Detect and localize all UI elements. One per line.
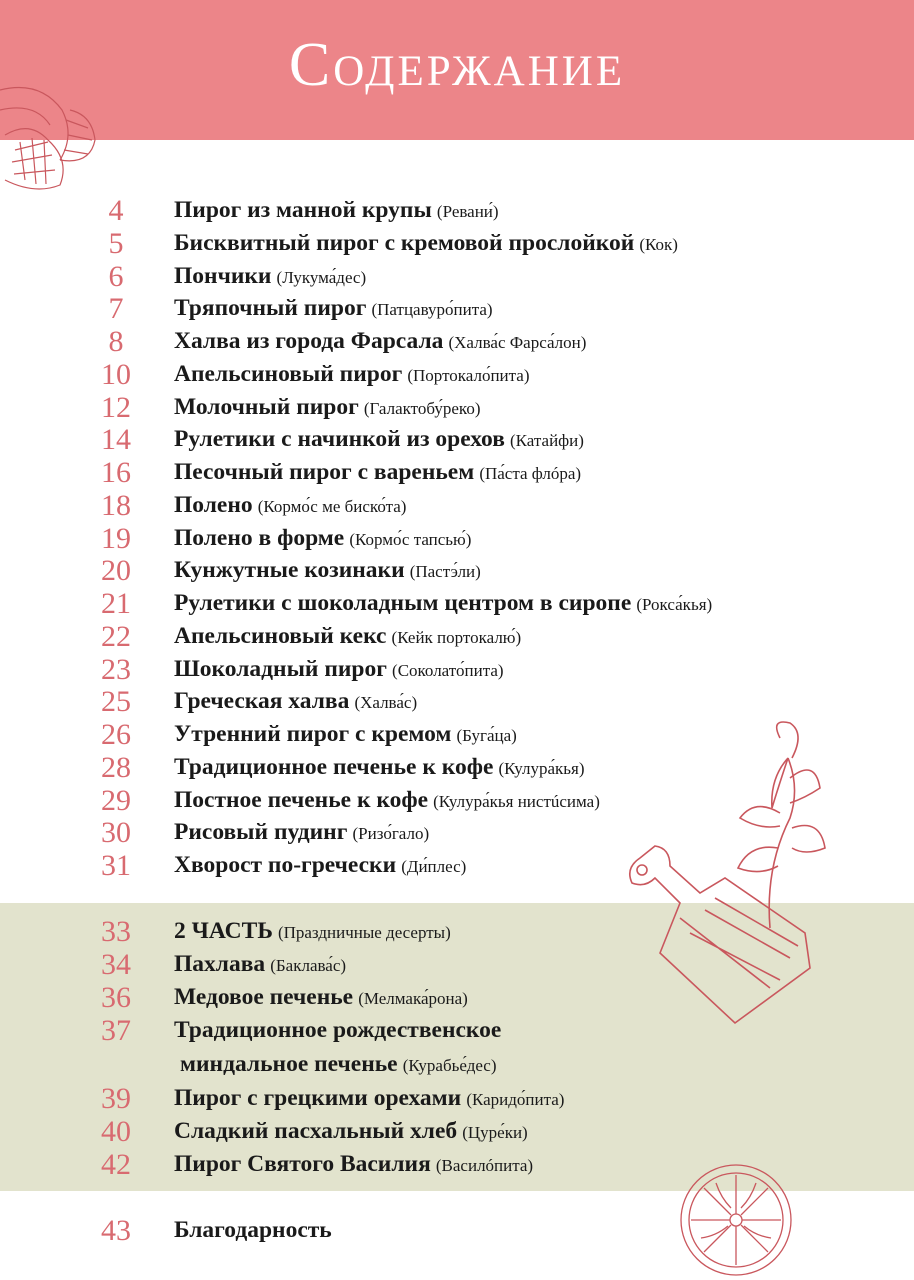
entry-text [174, 784, 600, 818]
entry-title: Медовое печенье [174, 984, 354, 1010]
entry-greek-name: (Кулура́кья) [498, 758, 585, 778]
page-number: 23 [101, 652, 131, 686]
entry-greek-name: (Кормо́с ме биско́та) [257, 496, 407, 516]
entry-greek-name: (Па́ста флóра) [479, 464, 582, 483]
entry-title: Утренний пирог с кремом [174, 721, 452, 747]
page-number: 16 [101, 456, 131, 489]
entry-text [174, 1115, 528, 1149]
page-number: 4 [108, 194, 124, 227]
part2-heading-text [174, 915, 451, 949]
entry-text [174, 1082, 564, 1116]
entry-text [174, 358, 530, 392]
entry-text [174, 194, 499, 228]
pineapple-slice-illustration [0, 80, 105, 195]
entry-text [174, 391, 481, 425]
toc-entry [0, 1082, 914, 1115]
entry-title: Рисовый пудинг [174, 819, 348, 846]
page-number: 43 [101, 1214, 131, 1247]
page-title: Содержание [288, 31, 626, 99]
part2-subtitle: (Праздничные десерты) [277, 923, 451, 942]
part2-title: 2 ЧАСТЬ [174, 918, 273, 944]
page-number: 18 [101, 488, 131, 522]
toc-entry [0, 1115, 914, 1148]
entry-title: Сладкий пасхальный хлеб [174, 1118, 458, 1144]
toc-entry [0, 456, 914, 489]
page-number: 37 [101, 1014, 131, 1047]
entry-greek-name: (Соколато́пита) [392, 660, 504, 680]
entry-text [174, 849, 466, 883]
entry-greek-name: (Цуре́ки) [462, 1123, 528, 1142]
page-number: 12 [101, 390, 131, 424]
toc-entry [0, 423, 914, 456]
entry-title: Пирог из манной крупы [174, 197, 432, 223]
entry-text [174, 1014, 501, 1048]
entry-title: Песочный пирог с вареньем [174, 459, 475, 485]
entry-text [174, 981, 468, 1015]
entry-text [174, 751, 585, 785]
entry-text [174, 423, 584, 457]
page-number: 5 [108, 226, 124, 260]
page-number: 6 [108, 259, 124, 293]
toc-entry [0, 948, 914, 981]
toc-entry [0, 653, 914, 686]
toc-entry [0, 489, 914, 522]
toc-entry [0, 849, 914, 882]
toc-entry [0, 522, 914, 555]
entry-title: Греческая халва [174, 688, 350, 715]
toc-entry-continuation [0, 1048, 914, 1081]
entry-title: Рулетики с шоколадным центром в сиропе [174, 590, 632, 616]
entry-text [174, 522, 471, 556]
toc-entry [0, 194, 914, 227]
toc-entry [0, 784, 914, 817]
entry-title: Апельсиновый пирог [174, 360, 403, 387]
page-number: 25 [101, 685, 131, 719]
page-number: 19 [101, 521, 131, 555]
entry-title: Традиционное рождественское [174, 1017, 502, 1043]
part2-heading [0, 915, 914, 948]
toc-entry [0, 751, 914, 784]
entry-greek-name: (Халва́с) [354, 693, 418, 713]
page-number: 30 [101, 816, 131, 850]
entry-text [174, 227, 678, 261]
entry-text [174, 1148, 533, 1182]
toc-entry [0, 816, 914, 849]
entry-title: Тряпочный пирог [174, 295, 367, 322]
header-band [0, 0, 914, 140]
entry-greek-name: (Лукума́дес) [276, 267, 367, 287]
entry-text [174, 325, 586, 359]
entry-greek-name: (Баклава́с) [270, 956, 347, 975]
toc-entry [0, 1148, 914, 1181]
toc-entry [0, 292, 914, 325]
entry-title: Пирог Святого Василия [174, 1151, 431, 1177]
entry-text [174, 456, 581, 490]
toc-entry [0, 685, 914, 718]
entry-title: Пирог с грецкими орехами [174, 1085, 462, 1111]
page-number: 20 [101, 554, 131, 588]
entry-text [174, 685, 417, 719]
toc-entry [0, 587, 914, 620]
entry-greek-name: (Кок) [639, 234, 678, 254]
toc-entry [0, 1014, 914, 1047]
entry-text [174, 292, 493, 326]
entry-greek-name: (Буга́ца) [456, 726, 517, 745]
toc-entry [0, 391, 914, 424]
entry-title: Полено [174, 491, 253, 518]
entry-greek-name: (Катайфи) [510, 431, 584, 451]
page-number: 39 [101, 1082, 131, 1115]
entry-greek-name: (Портокало́пита) [407, 365, 530, 385]
entry-title: Полено в форме [174, 524, 345, 551]
page-number: 33 [101, 915, 131, 948]
entry-title: Пахлава [174, 951, 266, 977]
page-number: 42 [101, 1148, 131, 1181]
page-number: 10 [101, 357, 131, 391]
entry-text [174, 1214, 332, 1248]
entry-text [174, 489, 406, 523]
toc-entry [0, 620, 914, 653]
page-number: 40 [101, 1115, 131, 1148]
entry-title: Халва из города Фарсала [174, 328, 444, 354]
entry-greek-name: (Каридо́пита) [466, 1090, 565, 1109]
page-number: 36 [101, 981, 131, 1014]
page-number: 34 [101, 948, 131, 981]
entry-greek-name: (Мелмака́рона) [358, 989, 468, 1008]
page-number: 22 [101, 619, 131, 653]
entry-text [174, 260, 366, 294]
entry-title: Апельсиновый кекс [174, 622, 387, 649]
toc-entry [0, 718, 914, 751]
page-number: 7 [108, 292, 124, 326]
entry-text [174, 948, 346, 982]
entry-text [174, 718, 517, 752]
entry-greek-name: (Патцавуро́пита) [371, 300, 493, 320]
entry-greek-name: (Кейк портокалю́) [391, 627, 522, 647]
entry-greek-name: (Ди́плес) [401, 857, 467, 876]
entry-title: Постное печенье к кофе [174, 786, 429, 813]
entry-greek-name: (Халва́с Фарса́лон) [448, 333, 587, 352]
page-number: 31 [101, 849, 131, 882]
entry-title: Традиционное печенье к кофе [174, 753, 494, 780]
entry-greek-name: (Кулура́кья нистúсима) [433, 791, 600, 811]
toc-entry [0, 260, 914, 293]
entry-greek-name: (Ревани́) [436, 202, 499, 221]
entry-title: Хворост по-гречески [174, 852, 397, 878]
entry-greek-name: (Курабье́дес) [402, 1056, 497, 1075]
page-number: 14 [101, 423, 131, 457]
entry-text [174, 620, 521, 654]
page-number: 28 [101, 750, 131, 784]
entry-title: Бисквитный пирог с кремовой прослойкой [174, 229, 635, 256]
entry-title: Пончики [174, 262, 272, 289]
page-number: 21 [101, 587, 131, 620]
page-number: 26 [101, 718, 131, 751]
entry-title-continuation: миндальное печенье [180, 1051, 398, 1077]
toc-entry [0, 981, 914, 1014]
entry-title: Шоколадный пирог [174, 655, 387, 682]
toc-entry [0, 358, 914, 391]
entry-text [174, 816, 429, 850]
toc-entry [0, 227, 914, 260]
entry-text [174, 587, 712, 621]
entry-title: Кунжутные козинаки [174, 557, 405, 584]
entry-title: Благодарность [174, 1217, 332, 1243]
toc-entry [0, 325, 914, 358]
entry-greek-name: (Василóпита) [435, 1156, 534, 1175]
entry-greek-name: (Галактобу́реко) [363, 398, 481, 418]
entry-title: Рулетики с начинкой из орехов [174, 426, 505, 453]
entry-greek-name: (Ризо́гало) [352, 824, 430, 844]
entry-greek-name: (Кормо́с тапсью́) [349, 529, 472, 549]
toc-entry [0, 554, 914, 587]
entry-title: Молочный пирог [174, 393, 359, 420]
entry-text [180, 1048, 497, 1082]
entry-greek-name: (Рокса́кья) [636, 595, 713, 614]
entry-greek-name: (Пастэ́ли) [409, 562, 481, 582]
entry-text [174, 554, 481, 588]
page-number: 29 [101, 783, 131, 817]
toc-entry-acknowledgements [0, 1214, 914, 1247]
entry-text [174, 653, 504, 687]
page-number: 8 [108, 325, 124, 358]
